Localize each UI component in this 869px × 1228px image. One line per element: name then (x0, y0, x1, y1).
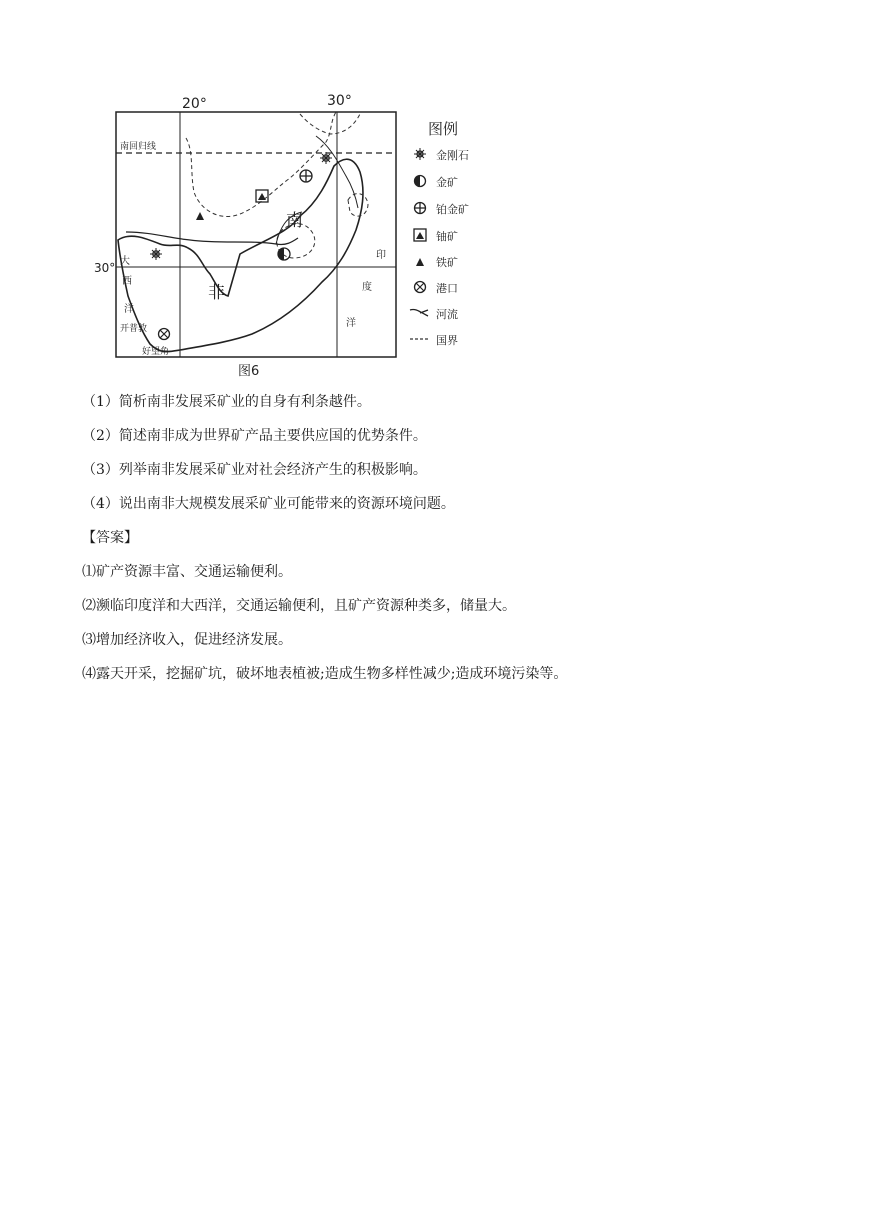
tropic-label: 南回归线 (120, 142, 157, 152)
legend-label-iron: 铁矿 (436, 256, 458, 269)
legend-gold (415, 175, 459, 189)
legend-port (415, 281, 459, 295)
map-diamond-symbol-west (150, 248, 162, 260)
answer-1: ⑴矿产资源丰富、交通运输便利。 (82, 564, 292, 580)
atlantic-char-2: 西 (122, 276, 132, 287)
indian-char-1: 印 (376, 250, 386, 261)
answer-heading: 【答案】 (82, 530, 138, 546)
answer-2: ⑵濒临印度洋和大西洋，交通运输便利，且矿产资源种类多，储量大。 (82, 598, 516, 614)
legend-label-uranium: 铀矿 (436, 230, 458, 243)
map-port-symbol (159, 329, 170, 340)
atlantic-char-1: 大 (120, 256, 130, 267)
map-caption: 图6 (238, 364, 260, 379)
legend-border (410, 334, 458, 347)
legend-label-port: 港口 (436, 282, 458, 295)
map-iron-symbol (196, 212, 204, 220)
map-svg (90, 82, 510, 382)
lon-20-label: 20° (182, 96, 207, 112)
indian-char-2: 度 (362, 282, 372, 293)
south-africa-map-figure (90, 82, 510, 382)
swaziland-border (348, 194, 368, 217)
legend-platinum (415, 202, 470, 216)
map-diamond-symbol (320, 152, 332, 164)
legend-label-diamond: 金刚石 (436, 149, 469, 162)
legend-label-platinum: 铂金矿 (436, 203, 469, 216)
region-fei-label: 非 (208, 283, 225, 303)
lon-30-label: 30° (327, 93, 352, 109)
legend-diamond (414, 148, 469, 162)
orange-river (126, 232, 298, 245)
atlantic-char-3: 洋 (124, 304, 134, 315)
question-1: （1）简析南非发展采矿业的自身有利条越件。 (82, 394, 371, 410)
legend-iron (416, 255, 458, 269)
text-content (82, 392, 802, 698)
iron-icon (416, 258, 424, 266)
map-gold-symbol (278, 248, 290, 260)
question-3: （3）列举南非发展采矿业对社会经济产生的积极影响。 (82, 462, 427, 478)
border-north (186, 112, 336, 217)
lat-30-label: 30° (94, 261, 116, 275)
capetown-label: 开普敦 (120, 324, 148, 334)
question-4: （4）说出南非大规模发展采矿业可能带来的资源环境问题。 (82, 496, 455, 512)
river-icon (410, 309, 428, 316)
answer-3: ⑶增加经济收入，促进经济发展。 (82, 632, 292, 648)
indian-char-3: 洋 (346, 318, 356, 329)
legend-label-gold: 金矿 (436, 176, 458, 189)
legend-title: 图例 (428, 120, 459, 138)
legend-river (410, 307, 458, 321)
cape-label: 好望角 (142, 347, 170, 357)
legend-label-border: 国界 (436, 334, 458, 347)
region-nan-label: 南 (286, 211, 303, 231)
legend-uranium (414, 229, 458, 243)
border-northeast (300, 114, 360, 134)
answer-4: ⑷露天开采，挖掘矿坑，破坏地表植被;造成生物多样性减少;造成环境污染等。 (82, 666, 568, 682)
question-2: （2）简述南非成为世界矿产品主要供应国的优势条件。 (82, 428, 427, 444)
map-uranium-symbol (256, 190, 268, 202)
map-platinum-symbol (300, 170, 312, 182)
legend-label-river: 河流 (436, 308, 458, 321)
